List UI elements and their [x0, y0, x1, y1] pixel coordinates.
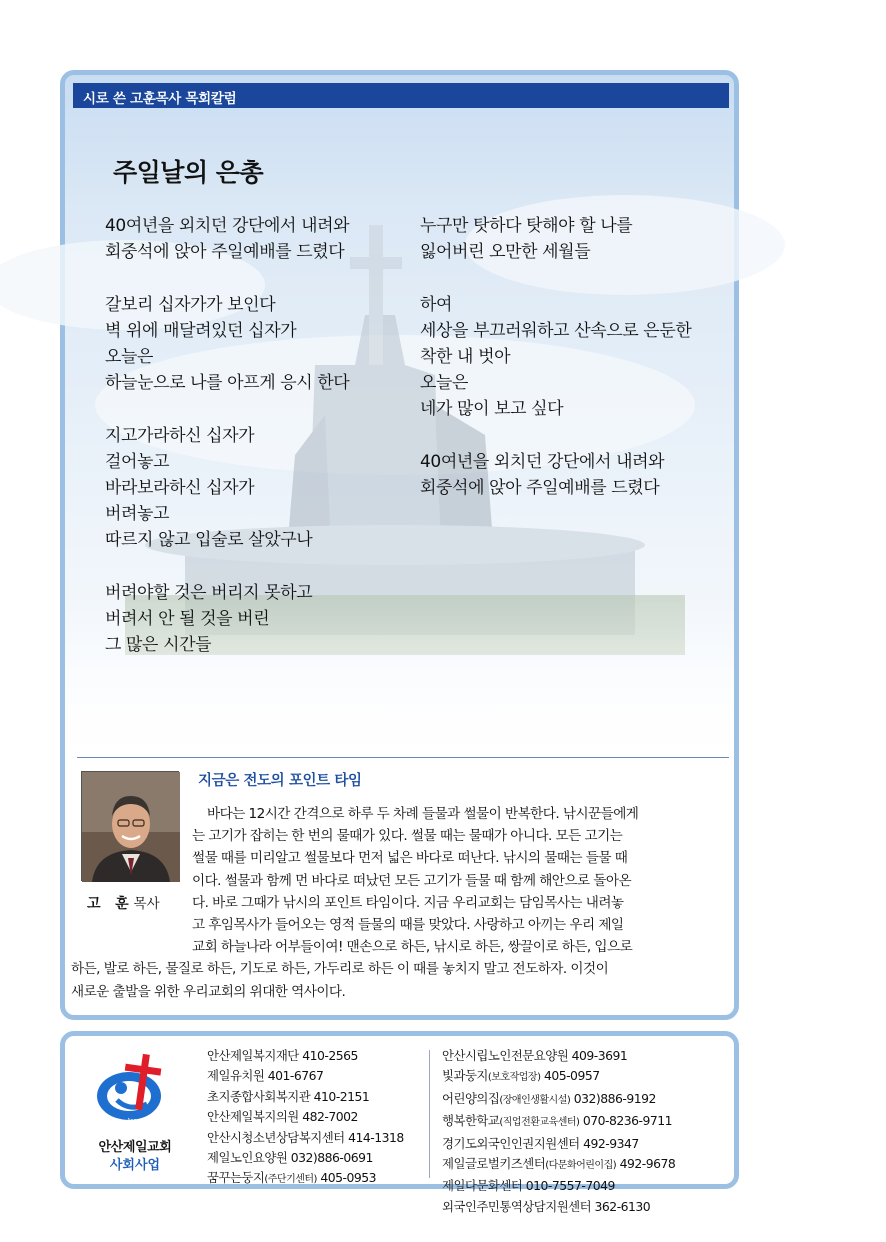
contact-item: 안산제일복지의원 482-7002 — [207, 1109, 358, 1125]
contact-item: 안산시립노인전문요양원 409-3691 — [442, 1048, 628, 1063]
contact-item: 제일다문화센터 010-7557-7049 — [442, 1178, 615, 1194]
column-line: 바다는 12시간 간격으로 하루 두 차례 들물과 썰물이 반복한다. 낚시꾼들에게 — [207, 806, 639, 822]
contact-item: 제일유치원 401-6767 — [207, 1068, 324, 1084]
poem-line: 오늘은 — [420, 373, 469, 394]
contact-list-right — [442, 1046, 675, 1217]
poem-line: 40여년을 외치던 강단에서 내려와 — [105, 216, 350, 236]
column-line: 하든, 발로 하든, 물질로 하든, 기도로 하든, 가두리로 하든 이 때를 놓치지 말고 전도하자. 이것이 — [71, 961, 609, 978]
poem-right-column — [420, 213, 691, 527]
poem-line: 지고가라하신 십자가 — [105, 425, 255, 446]
poem-stanza — [105, 580, 349, 659]
poem-line: 오늘은 — [105, 347, 154, 367]
contact-item: 안산제일복지재단 410-2565 — [207, 1048, 358, 1063]
poem-line: 버려야할 것은 버리지 못하고 — [105, 582, 313, 603]
pastor-name: 고 훈 — [87, 896, 129, 912]
contact-list-left — [207, 1046, 404, 1191]
poem-stanza — [105, 423, 349, 554]
contact-item: 행복한학교(직업전환교육센터) 070-8236-9711 — [442, 1113, 673, 1129]
column-line: 는 고기가 잡히는 한 번의 물때가 있다. 썰물 때는 물때가 아니다. 모든 고기는 — [192, 828, 623, 845]
column-line: 교회 하늘나라 어부들이여! 맨손으로 하든, 낚시로 하든, 쌍끌이로 하든, 입으로 — [192, 939, 633, 956]
poem-line: 벽 위에 매달려있던 십자가 — [105, 320, 297, 341]
column-line: 이다. 썰물과 함께 먼 바다로 떠났던 모든 고기가 들물 때 함께 해안으로 돌아온 — [192, 872, 632, 889]
poem-line: 따르지 않고 입술로 살았구나 — [105, 530, 313, 551]
poem-line: 버려놓고 — [105, 504, 170, 525]
section-divider — [77, 757, 729, 758]
church-logo-icon — [87, 1050, 177, 1130]
poem-line: 네가 많이 보고 싶다 — [420, 399, 564, 420]
poem-stanza — [105, 292, 349, 397]
poem-stanza — [105, 213, 349, 265]
poem-stanza — [420, 449, 691, 501]
column-title: 지금은 전도의 포인트 타임 — [198, 773, 362, 789]
poem-line: 갈보리 십자가가 보인다 — [105, 294, 276, 315]
contact-item: 꿈꾸는둥지(주단기센터) 405-0953 — [207, 1170, 377, 1186]
poem-line: 잃어버린 오만한 세월들 — [420, 242, 591, 263]
column-line: 새로운 출발을 위한 우리교회의 위대한 역사이다. — [71, 983, 346, 1000]
contact-item: 안산시청소년상담복지센터 414-1318 — [207, 1129, 404, 1145]
poem-line: 회중석에 앉아 주일예배를 드렸다 — [420, 478, 660, 498]
poem-line: 바라보라하신 십자가 — [105, 478, 255, 498]
contact-item: 제일노인요양원 032)886-0691 — [207, 1150, 373, 1166]
contact-divider — [429, 1050, 430, 1178]
contact-item: 빛과둥지(보호작업장) 405-0957 — [442, 1068, 600, 1084]
contact-item: 초지종합사회복지관 410-2151 — [207, 1088, 370, 1104]
column-line: 썰물 때를 미리알고 썰물보다 먼저 넓은 바다로 떠난다. 낚시의 물때는 들물 때 — [192, 850, 628, 867]
poem-line: 하늘눈으로 나를 아프게 응시 한다 — [105, 373, 350, 394]
poem-stanza — [420, 213, 691, 265]
poem-title: 주일날의 은총 — [113, 158, 264, 187]
contact-item: 경기도외국인인권지원센터 492-9347 — [442, 1135, 639, 1151]
poem-line: 세상을 부끄러워하고 산속으로 은둔한 — [420, 320, 692, 341]
poem-line: 착한 내 벗아 — [420, 347, 511, 367]
poem-panel — [60, 70, 739, 1020]
org-name: 안산제일교회 — [98, 1140, 172, 1155]
poem-line: 회중석에 앉아 주일예배를 드렸다 — [105, 242, 345, 263]
poem-left-column — [105, 213, 349, 685]
logo-text: Ansan Jeil Church — [127, 1118, 171, 1124]
poem-line: 걸어놓고 — [105, 451, 170, 472]
poem-line: 버려서 안 될 것을 버린 — [105, 609, 270, 629]
column-line: 다. 바로 그때가 낚시의 포인트 타임이다. 지금 우리교회는 담임목사는 내려놓 — [192, 894, 624, 911]
poem-stanza — [420, 292, 691, 423]
org-subtitle: 사회사업 — [109, 1158, 161, 1173]
poem-line: 누구만 탓하다 탓해야 할 나를 — [420, 216, 633, 236]
column-body — [65, 803, 744, 1003]
column-line: 고 후임목사가 들어오는 영적 들물의 때를 맞았다. 사랑하고 아끼는 우리 제일 — [192, 917, 624, 934]
poem-line: 그 많은 시간들 — [105, 635, 212, 656]
poem-line: 하여 — [420, 294, 453, 315]
contact-item: 외국인주민통역상담지원센터 362-6130 — [442, 1198, 651, 1214]
contact-item: 어린양의집(장애인생활시설) 032)886-9192 — [442, 1090, 656, 1106]
poem-line: 40여년을 외치던 강단에서 내려와 — [420, 451, 665, 472]
footer-panel — [60, 1031, 739, 1214]
pastor-role: 목사 — [133, 896, 160, 912]
column-header-bar: 시로 쓴 고훈목사 목회칼럼 — [73, 83, 729, 108]
contact-item: 제일글로벌키즈센터(다문화어린이집) 492-9678 — [442, 1156, 676, 1172]
